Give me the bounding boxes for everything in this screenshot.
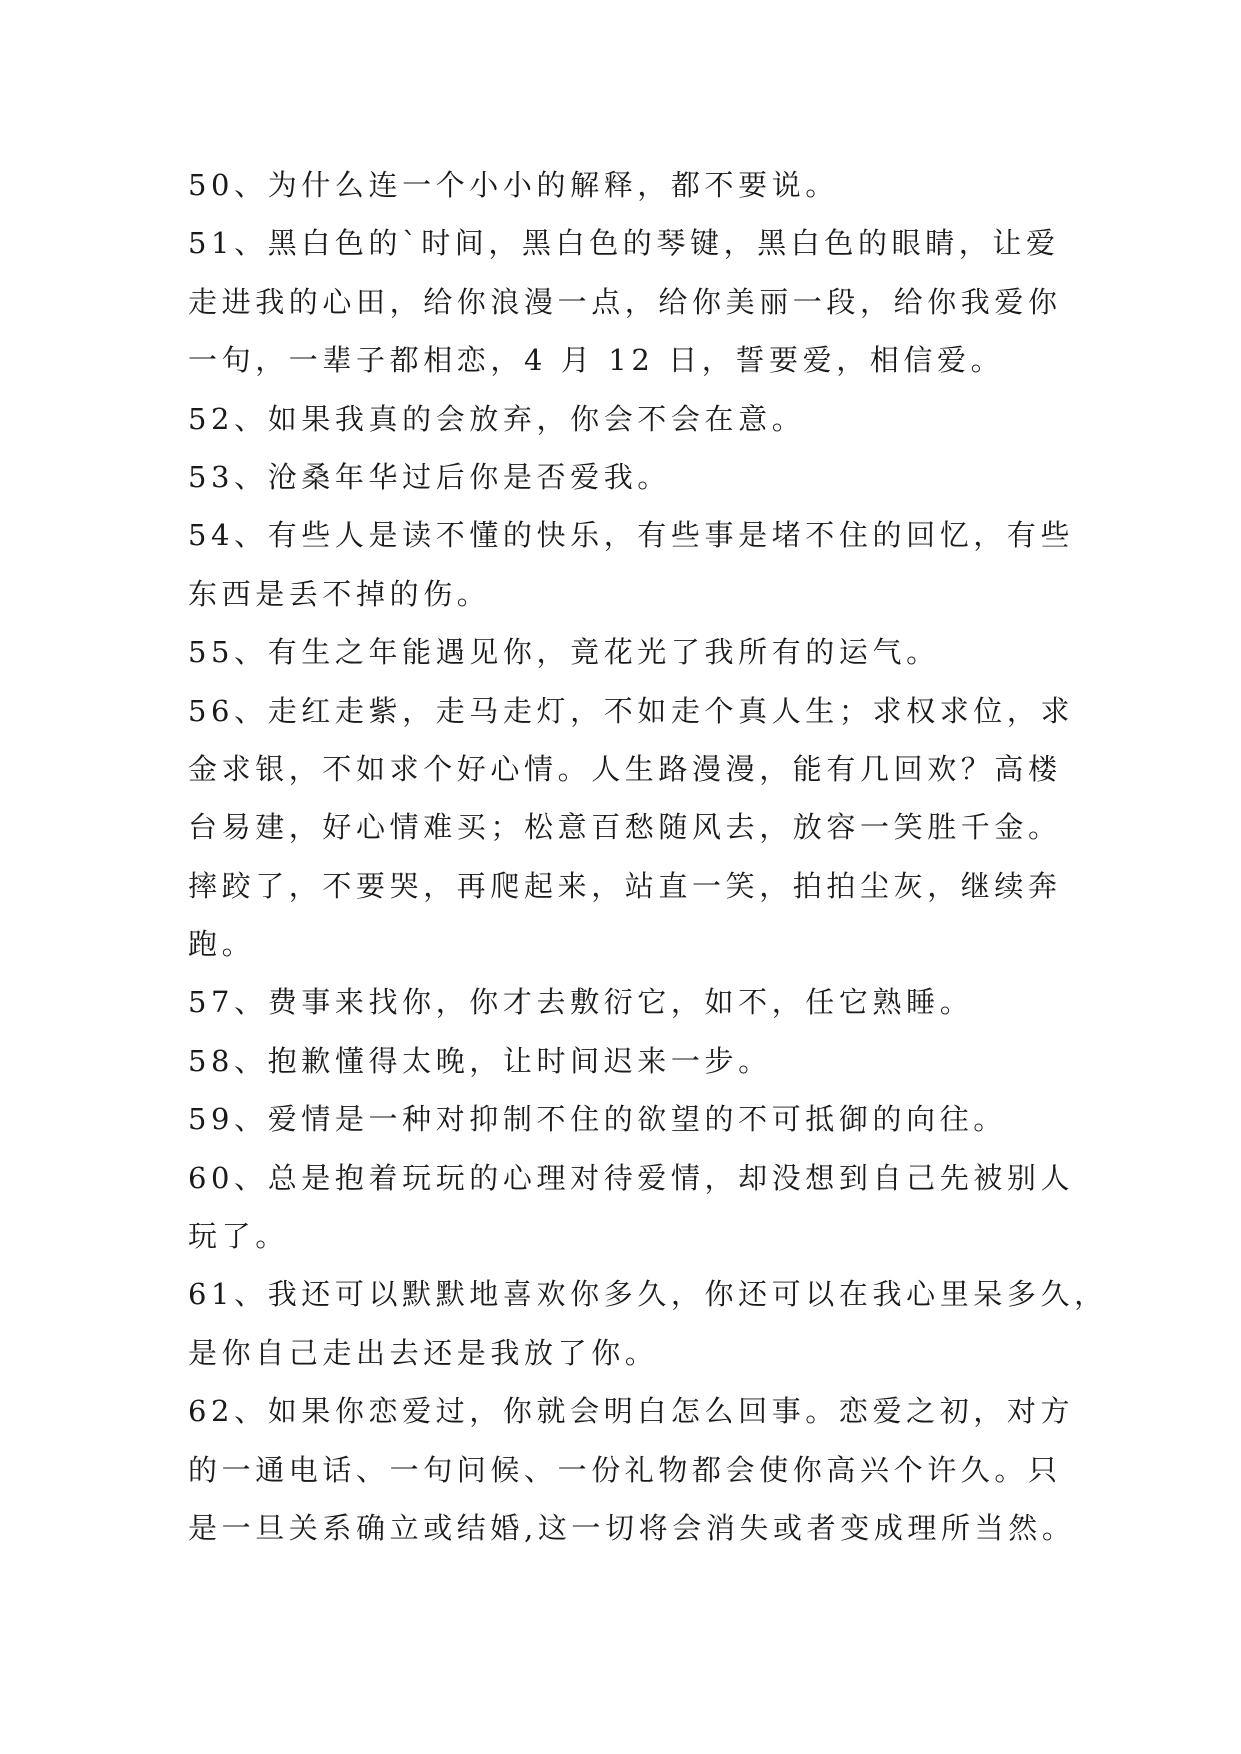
text-line: 52、如果我真的会放弃，你会不会在意。	[188, 401, 806, 436]
text-line: 是一旦关系确立或结婚,这一切将会消失或者变成理所当然。	[188, 1510, 1076, 1545]
text-line: 61、我还可以默默地喜欢你多久，你还可以在我心里呆多久，	[188, 1277, 1108, 1312]
text-line: 东西是丢不掉的伤。	[188, 576, 491, 611]
text-line: 一句，一辈子都相恋，4 月 12 日，誓要爱，相信爱。	[188, 343, 1005, 378]
text-line: 台易建，好心情难买；松意百愁随风去，放容一笑胜千金。	[188, 810, 1062, 845]
text-line: 55、有生之年能遇见你，竟花光了我所有的运气。	[188, 635, 940, 670]
text-line: 金求银，不如求个好心情。人生路漫漫，能有几回欢？高楼	[188, 751, 1062, 786]
text-line: 57、费事来找你，你才去敷衍它，如不，任它熟睡。	[188, 985, 974, 1020]
text-line: 50、为什么连一个小小的解释，都不要说。	[188, 168, 839, 202]
text-line: 60、总是抱着玩玩的心理对待爱情，却没想到自己先被别人	[188, 1160, 1075, 1195]
text-line: 是你自己走出去还是我放了你。	[188, 1335, 659, 1370]
text-line: 62、如果你恋爱过，你就会明白怎么回事。恋爱之初，对方	[188, 1394, 1075, 1429]
text-line: 58、抱歉懂得太晚，让时间迟来一步。	[188, 1043, 772, 1078]
text-line: 53、沧桑年华过后你是否爱我。	[188, 459, 671, 494]
text-line: 跑。	[188, 927, 256, 962]
text-line: 玩了。	[188, 1219, 289, 1254]
text-line: 摔跤了，不要哭，再爬起来，站直一笑，拍拍尘灰，继续奔	[188, 868, 1062, 903]
text-line: 走进我的心田，给你浪漫一点，给你美丽一段，给你我爱你	[188, 284, 1062, 319]
text-line: 56、走红走紫，走马走灯，不如走个真人生；求权求位，求	[188, 693, 1075, 728]
text-line: 的一通电话、一句问候、一份礼物都会使你高兴个许久。只	[188, 1452, 1062, 1487]
text-line: 54、有些人是读不懂的快乐，有些事是堵不住的回忆，有些	[188, 518, 1075, 553]
document-body	[188, 156, 1108, 1557]
text-line: 59、爱情是一种对抑制不住的欲望的不可抵御的向往。	[188, 1102, 1007, 1137]
text-line: 51、黑白色的`时间，黑白色的琴键，黑白色的眼睛，让爱	[188, 226, 1060, 261]
